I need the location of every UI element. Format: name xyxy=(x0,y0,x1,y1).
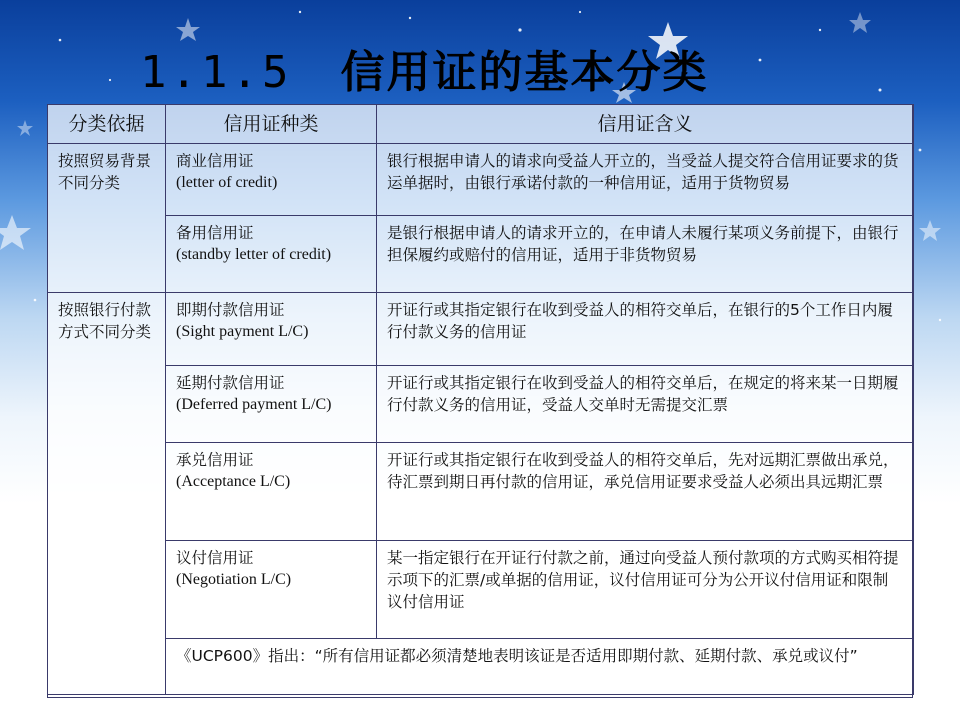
header-type: 信用证种类 xyxy=(166,105,377,144)
type-cn: 议付信用证 xyxy=(176,549,254,567)
type-en: (Deferred payment L/C) xyxy=(176,396,332,413)
star-icon xyxy=(919,220,941,241)
classification-table xyxy=(47,104,914,695)
meaning-cell: 银行根据申请人的请求向受益人开立的，当受益人提交符合信用证要求的货运单据时，由银行承诺付款的一种信用证，适用于货物贸易 xyxy=(377,144,914,216)
type-cn: 承兑信用证 xyxy=(176,451,254,469)
type-cn: 即期付款信用证 xyxy=(176,301,285,319)
type-cell xyxy=(166,443,377,541)
star-icon xyxy=(0,215,31,250)
meaning-cell: 开证行或其指定银行在收到受益人的相符交单后，在规定的将来某一日期履行付款义务的信用证，受益人交单时无需提交汇票 xyxy=(377,366,914,443)
table-row xyxy=(48,639,914,695)
header-basis: 分类依据 xyxy=(48,105,166,144)
type-cn: 延期付款信用证 xyxy=(176,374,285,392)
basis-payment: 按照银行付款方式不同分类 xyxy=(48,293,166,695)
type-en: (letter of credit) xyxy=(176,174,278,191)
page-title xyxy=(140,36,708,100)
table-row xyxy=(48,144,914,216)
meaning-cell: 开证行或其指定银行在收到受益人的相符交单后，在银行的5个工作日内履行付款义务的信用证 xyxy=(377,293,914,366)
title-text: 信用证的基本分类 xyxy=(340,47,709,98)
header-meaning: 信用证含义 xyxy=(377,105,914,144)
type-cell xyxy=(166,144,377,216)
star-icon xyxy=(849,12,871,33)
type-cell xyxy=(166,366,377,443)
table-row xyxy=(48,541,914,639)
table-row xyxy=(48,216,914,293)
meaning-cell: 某一指定银行在开证行付款之前，通过向受益人预付款项的方式购买相符提示项下的汇票/或单据的信用证，议付信用证可分为公开议付信用证和限制议付信用证 xyxy=(377,541,914,639)
table-row xyxy=(48,366,914,443)
meaning-cell: 开证行或其指定银行在收到受益人的相符交单后，先对远期汇票做出承兑，待汇票到期日再付款的信用证，承兑信用证要求受益人必须出具远期汇票 xyxy=(377,443,914,541)
type-cell xyxy=(166,541,377,639)
ucp600-note: 《UCP600》指出：“所有信用证都必须清楚地表明该证是否适用即期付款、延期付款、承兑或议付” xyxy=(166,639,914,695)
type-cell xyxy=(166,216,377,293)
type-en: (Negotiation L/C) xyxy=(176,571,292,588)
basis-trade: 按照贸易背景不同分类 xyxy=(48,144,166,293)
type-en: (Acceptance L/C) xyxy=(176,473,291,490)
star-icon xyxy=(17,120,33,136)
type-cn: 备用信用证 xyxy=(176,224,254,242)
title-number: 1.1.5 xyxy=(140,47,293,98)
type-en: (Sight payment L/C) xyxy=(176,323,309,340)
header-row xyxy=(48,105,914,144)
type-cn: 商业信用证 xyxy=(176,152,254,170)
type-cell xyxy=(166,293,377,366)
type-en: (standby letter of credit) xyxy=(176,246,332,263)
table-row xyxy=(48,293,914,366)
table-row xyxy=(48,443,914,541)
meaning-cell: 是银行根据申请人的请求开立的，在申请人未履行某项义务前提下，由银行担保履约或赔付的信用证，适用于非货物贸易 xyxy=(377,216,914,293)
